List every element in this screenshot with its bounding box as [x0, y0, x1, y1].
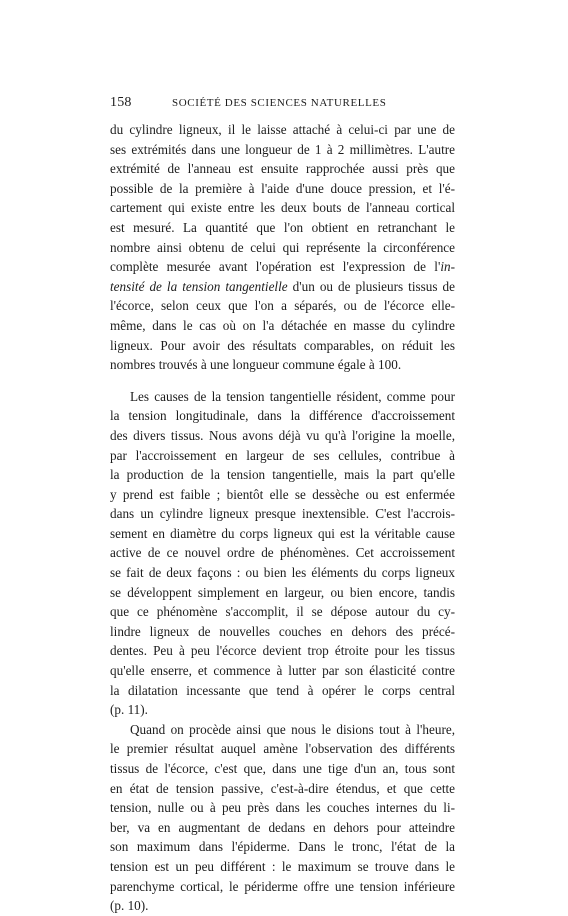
- page-number: 158: [110, 95, 132, 110]
- text-line-italic-end: [110, 257, 455, 277]
- text-line: ber, va en augmentant de dedans en dehors pour atteindre: [110, 819, 455, 835]
- running-head: SOCIÉTÉ DES SCIENCES NATURELLES: [172, 97, 387, 109]
- text-line: (p. 10).: [110, 898, 149, 914]
- text-line: des divers tissus. Nous avons déjà vu qu'à l'origine la moelle,: [110, 427, 455, 443]
- text-line: ligneux. Pour avoir des résultats comparables, on réduit les: [110, 337, 455, 353]
- text-line: lindre ligneux de nouvelles couches en dehors des précé-: [110, 623, 455, 639]
- text-line: tissus de l'écorce, c'est que, dans une tige d'un an, tous sont: [110, 761, 455, 776]
- text-line: nombre ainsi obtenu de celui qui représente la circonférence: [110, 239, 455, 255]
- text-line: qu'elle enserre, et commence à lutter par son élasticité contre: [110, 663, 455, 679]
- text-line-italic-start: [110, 277, 455, 297]
- text-line: Les causes de la tension tangentielle résident, comme pour: [130, 388, 455, 404]
- italic-fragment: in-: [440, 259, 455, 275]
- text-line: y prend est faible ; bientôt elle se dessèche ou est enfermée: [110, 486, 455, 502]
- paragraph-1: [110, 120, 455, 375]
- text-line: en état de tension passive, c'est-à-dire étendus, et que cette: [110, 780, 455, 796]
- text-line: dans un cylindre ligneux presque inextensible. C'est l'accrois-: [110, 506, 455, 522]
- text-line: tension est un peu différent : le maximum se trouve dans le: [110, 858, 455, 874]
- page-header: [110, 95, 455, 117]
- italic-fragment: tensité de la tension tangentielle: [110, 278, 288, 294]
- paragraph-2: [110, 387, 455, 720]
- text-line: par l'accroissement en largeur de ses cellules, contribue à: [110, 447, 455, 463]
- text-line: ses extrémités dans une longueur de 1 à 2 millimètres. L'autre: [110, 141, 455, 157]
- text-line: l'écorce, selon ceux que l'on a séparés, ou de l'écorce elle-: [110, 298, 455, 314]
- text-body: [110, 120, 455, 916]
- text-line: Quand on procède ainsi que nous le disions tout à l'heure,: [130, 721, 455, 737]
- text-line: se fait de deux façons : ou bien les éléments du corps ligneux: [110, 565, 455, 581]
- text-line: (p. 11).: [110, 702, 148, 718]
- text-line: même, dans le cas où on l'a détachée en masse du cylindre: [110, 317, 455, 333]
- text-line: possible de la première à l'aide d'une douce pression, et l'é-: [110, 180, 455, 196]
- text-line: extrémité de l'anneau est ensuite rapprochée aussi près que: [110, 161, 455, 177]
- text-line: du cylindre ligneux, il le laisse attaché à celui-ci par une de: [110, 122, 455, 137]
- text-line: parenchyme cortical, le périderme offre une tension inférieure: [110, 878, 455, 894]
- text-line: son maximum dans l'épiderme. Dans le tronc, l'état de la: [110, 839, 455, 855]
- text-line: la tension longitudinale, dans la différence d'accroissement: [110, 408, 455, 424]
- text-line: que ce phénomène s'accomplit, il se dépose autour du cy-: [110, 604, 455, 620]
- text-line: nombres trouvés à une longueur commune égale à 100.: [110, 357, 402, 373]
- paragraph-gap: [110, 375, 455, 387]
- text-line: sement en diamètre du corps ligneux qui est la véritable cause: [110, 525, 455, 541]
- text-line: tension, nulle ou à peu près dans les couches internes du li-: [110, 800, 455, 816]
- paragraph-3: [110, 720, 455, 916]
- text-line: cartement qui existe entre les deux bouts de l'anneau cortical: [110, 200, 455, 216]
- text-line: dentes. Peu à peu l'écorce devient trop étroite pour les tissus: [110, 643, 455, 659]
- text-line: se développent simplement en largeur, ou bien encore, tandis: [110, 584, 455, 600]
- text-line: est mesuré. La quantité que l'on obtient en retranchant le: [110, 219, 455, 235]
- text-line: la production de la tension tangentielle, mais la part qu'elle: [110, 467, 455, 483]
- text-line: la dilatation incessante que tend à opérer le corps central: [110, 682, 455, 698]
- text-line: active de ce nouvel ordre de phénomènes. Cet accroissement: [110, 545, 455, 561]
- plain-fragment: complète mesurée avant l'opération est l'expression de l': [110, 259, 441, 275]
- plain-fragment: d'un ou de plusieurs tissus de: [287, 278, 455, 294]
- text-line: le premier résultat auquel amène l'observation des différents: [110, 741, 455, 757]
